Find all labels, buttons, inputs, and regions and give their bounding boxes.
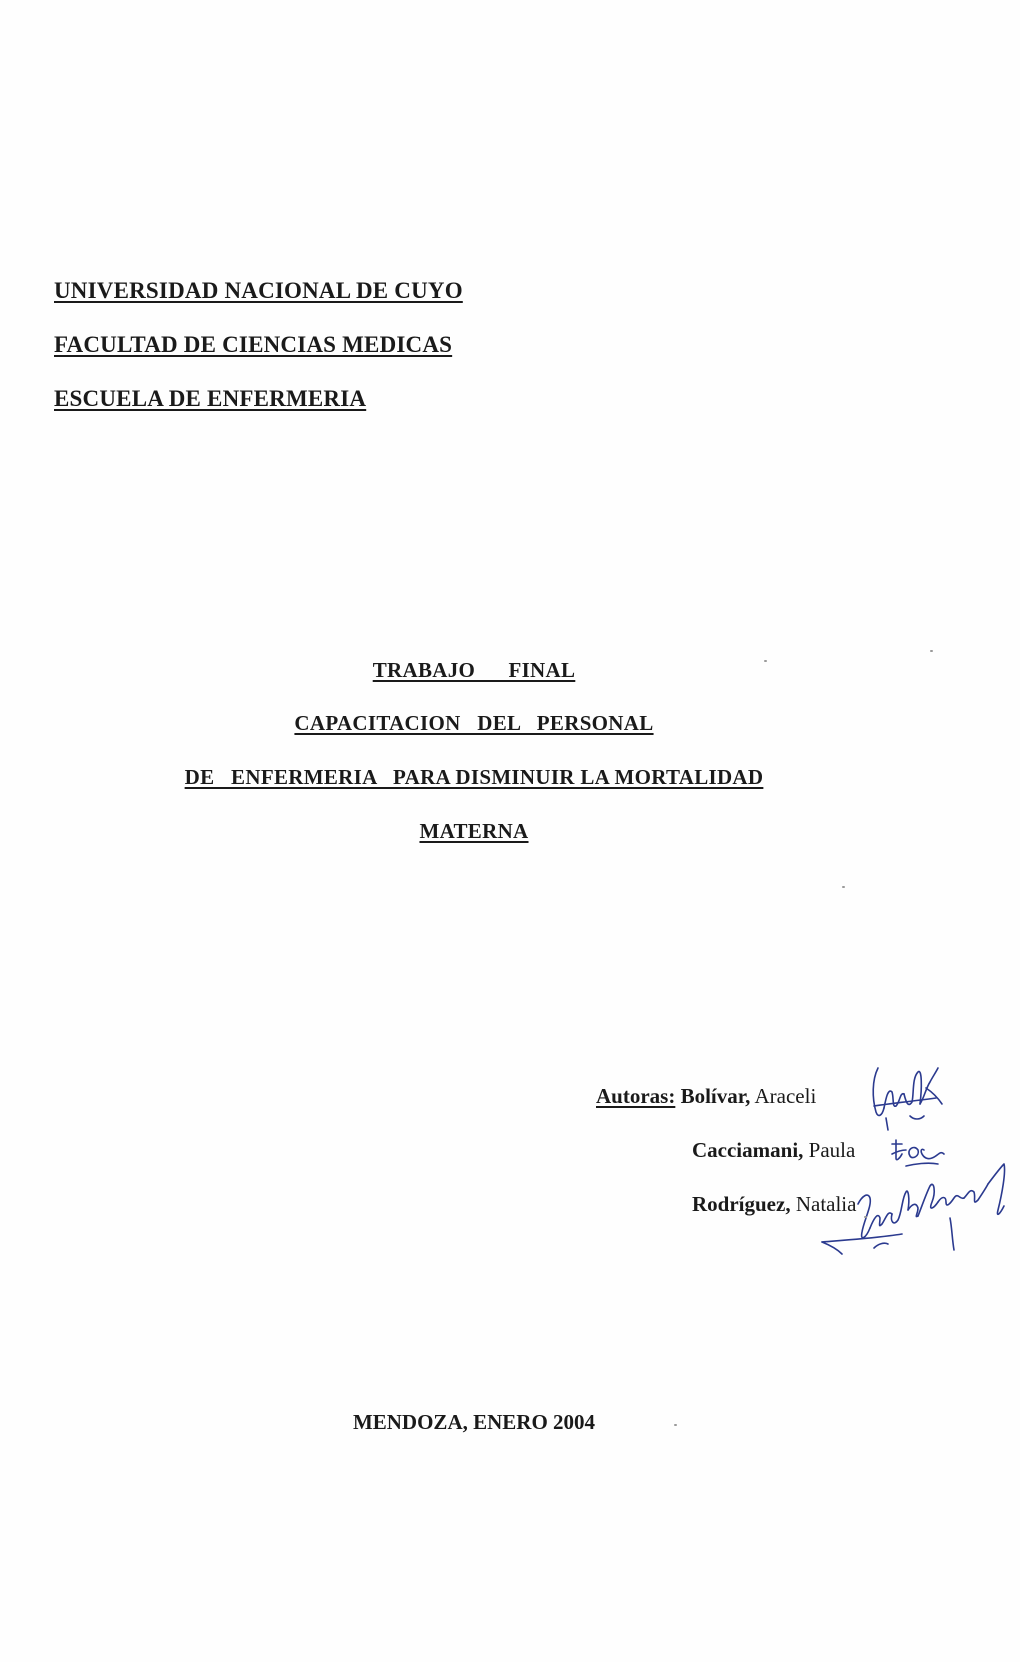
author-given-name: Natalia	[795, 1192, 857, 1216]
title-line-2: CAPACITACION DEL PERSONAL	[294, 711, 654, 735]
author-given-name: Araceli	[754, 1084, 817, 1108]
scan-speck	[930, 650, 933, 652]
title-line-4: MATERNA	[419, 819, 529, 843]
school-name: ESCUELA DE ENFERMERIA	[54, 386, 367, 411]
author-row-1	[596, 1084, 816, 1109]
author-surname: Cacciamani,	[692, 1138, 804, 1162]
title-line-1: TRABAJO FINAL	[372, 658, 576, 682]
signature-1-icon	[866, 1058, 952, 1134]
faculty-name: FACULTAD DE CIENCIAS MEDICAS	[54, 332, 453, 357]
author-surname: Rodríguez,	[692, 1192, 791, 1216]
scan-speck	[864, 1216, 867, 1218]
title-line-3: DE ENFERMERIA PARA DISMINUIR LA MORTALIDAD	[184, 765, 764, 789]
authors-label: Autoras:	[596, 1084, 676, 1108]
author-given-name: Paula	[808, 1138, 856, 1162]
place-date: MENDOZA, ENERO 2004	[352, 1410, 596, 1434]
signature-3-icon	[818, 1158, 1010, 1260]
university-name: UNIVERSIDAD NACIONAL DE CUYO	[54, 278, 463, 303]
scan-speck	[764, 660, 767, 662]
scan-speck	[674, 1424, 677, 1426]
author-surname: Bolívar,	[680, 1084, 751, 1108]
scan-speck	[842, 886, 845, 888]
